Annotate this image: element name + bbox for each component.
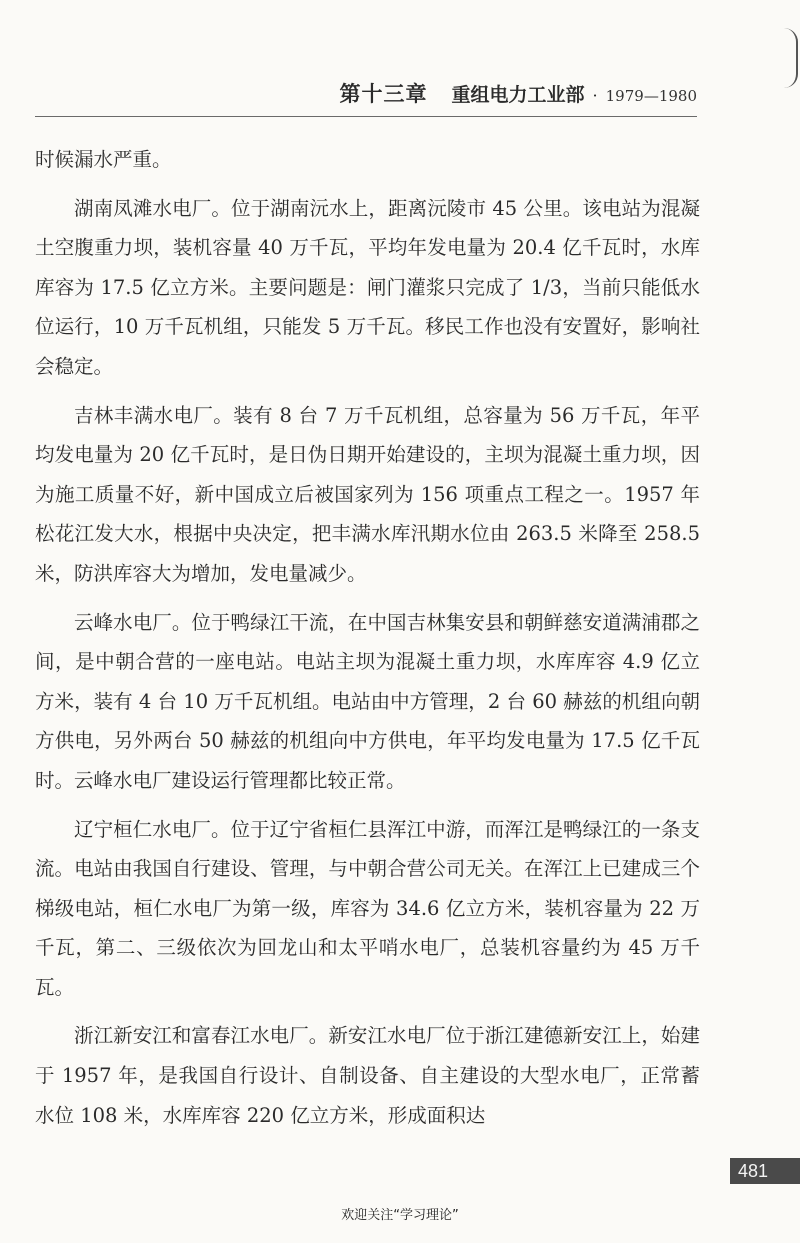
paragraph: 时候漏水严重。: [35, 148, 172, 171]
paragraph: 湖南凤滩水电厂。位于湖南沅水上，距离沅陵市 45 公里。该电站为混凝土空腹重力坝，装机容量 40 万千瓦，平均年发电量为 20.4 亿千瓦时，水库库容为 17.5 亿立方米。主要问题是：闸门灌浆只完成了 1/3，当前只能低水位运行，10 万千瓦机组，只能发 5 万千瓦。移民工作也没有安置好，影响社会稳定。: [35, 196, 700, 378]
chapter-title: 重组电力工业部: [451, 84, 585, 106]
page-number: 481: [730, 1158, 800, 1184]
paragraph: 云峰水电厂。位于鸭绿江干流，在中国吉林集安县和朝鲜慈安道满浦郡之间，是中朝合营的一座电站。电站主坝为混凝土重力坝，水库库容 4.9 亿立方米，装有 4 台 10 万千瓦机组。电站由中方管理，2 台 60 赫兹的机组向朝方供电，另外两台 50 赫兹的机组向中方供电，年平均发电量为 17.5 亿千瓦时。云峰水电厂建设运行管理都比较正常。: [35, 610, 700, 792]
running-header: [340, 78, 697, 108]
chapter-label: 第十三章: [339, 81, 428, 106]
page-edge-curl: [784, 28, 798, 88]
header-rule: [35, 116, 697, 117]
header-separator: ·: [592, 86, 598, 105]
paragraph: 吉林丰满水电厂。装有 8 台 7 万千瓦机组，总容量为 56 万千瓦，年平均发电量为 20 亿千瓦时，是日伪日期开始建设的，主坝为混凝土重力坝，因为施工质量不好，新中国成立后被国家列为 156 项重点工程之一。1957 年松花江发大水，根据中央决定，把丰满水库汛期水位由 263.5 米降至 258.5 米，防洪库容大为增加，发电量减少。: [35, 403, 700, 585]
chapter-years: 1979—1980: [605, 87, 697, 105]
paragraph: 浙江新安江和富春江水电厂。新安江水电厂位于浙江建德新安江上，始建于 1957 年，是我国自行设计、自制设备、自主建设的大型水电厂，正常蓄水位 108 米，水库库容 220 亿立方米，形成面积达: [35, 1024, 700, 1127]
footer-note: 欢迎关注“学习理论”: [341, 1208, 459, 1223]
body-text: [35, 140, 700, 1144]
paragraph: 辽宁桓仁水电厂。位于辽宁省桓仁县浑江中游，而浑江是鸭绿江的一条支流。电站由我国自行建设、管理，与中朝合营公司无关。在浑江上已建成三个梯级电站，桓仁水电厂为第一级，库容为 34.6 亿立方米，装机容量为 22 万千瓦，第二、三级依次为回龙山和太平哨水电厂，总装机容量约为 45 万千瓦。: [35, 817, 700, 999]
